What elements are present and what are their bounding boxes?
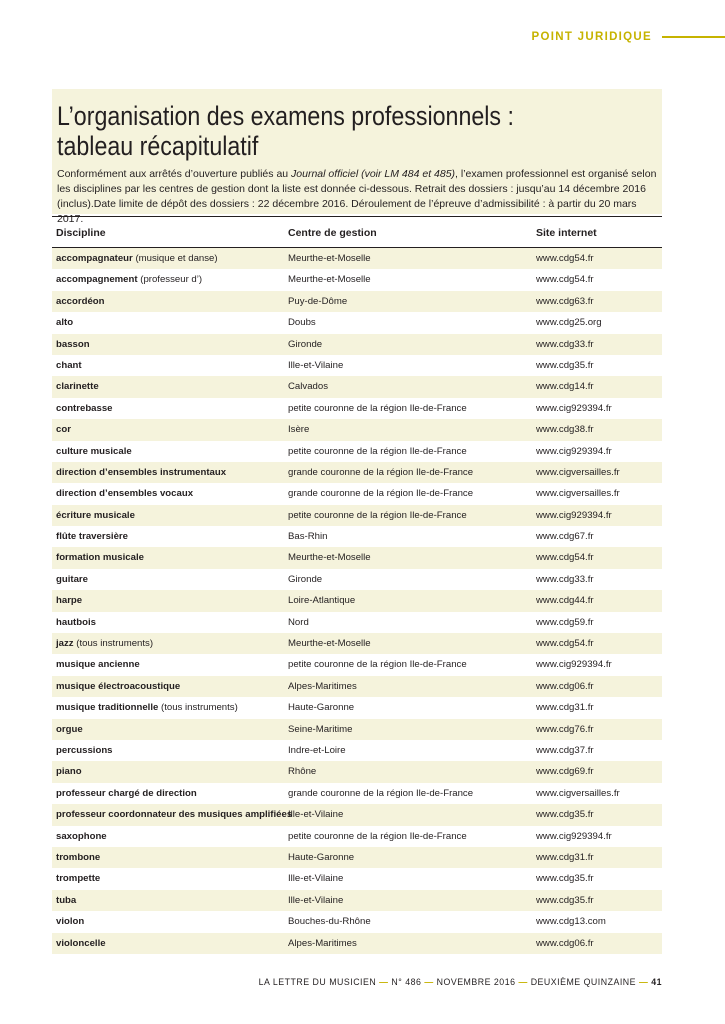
discipline-name: violoncelle (56, 937, 106, 949)
cell-centre: Meurthe-et-Moselle (288, 552, 371, 564)
cell-site: www.cdg35.fr (536, 359, 594, 371)
cell-site: www.cigversailles.fr (536, 488, 620, 500)
table-row (52, 483, 662, 504)
page-footer (259, 977, 662, 987)
discipline-name: alto (56, 317, 74, 329)
cell-centre: Meurthe-et-Moselle (288, 638, 371, 650)
cell-centre: Indre-et-Loire (288, 744, 346, 756)
footer-publication: LA LETTRE DU MUSICIEN (258, 977, 377, 987)
cell-site: www.cdg54.fr (536, 552, 594, 564)
table-header (52, 217, 662, 248)
cell-site: www.cdg35.fr (536, 894, 594, 906)
table-row (52, 804, 662, 825)
header-centre: Centre de gestion (288, 227, 377, 239)
cell-discipline (56, 724, 83, 735)
cell-centre: Haute-Garonne (288, 851, 355, 863)
discipline-name: musique électroacoustique (56, 680, 181, 692)
cell-discipline (56, 274, 202, 285)
footer-separator: — (518, 977, 528, 987)
section-rule (662, 36, 725, 38)
cell-centre: Ille-et-Vilaine (288, 873, 344, 885)
cell-centre: Doubs (288, 317, 316, 329)
cell-site: www.cdg37.fr (536, 744, 594, 756)
cell-site: www.cig929394.fr (536, 402, 612, 414)
table-row (52, 933, 662, 954)
exam-table (52, 216, 662, 954)
footer-separator: — (379, 977, 389, 987)
table-row (52, 441, 662, 462)
discipline-name: jazz (56, 638, 74, 650)
cell-site: www.cdg63.fr (536, 295, 594, 307)
footer-period: DEUXIÈME QUINZAINE (530, 977, 636, 987)
cell-discipline (56, 339, 90, 350)
discipline-name: saxophone (56, 830, 107, 842)
cell-discipline (56, 317, 73, 328)
table-row (52, 633, 662, 654)
cell-discipline (56, 296, 105, 307)
discipline-name: clarinette (56, 381, 99, 393)
title-line-2: tableau récapitulatif (57, 131, 259, 161)
discipline-name: musique ancienne (56, 659, 140, 671)
table-row (52, 569, 662, 590)
table-body (52, 248, 662, 954)
discipline-name: écriture musicale (56, 509, 135, 521)
cell-centre: Haute-Garonne (288, 702, 355, 714)
article-header-box (52, 89, 662, 225)
table-row (52, 654, 662, 675)
cell-discipline (56, 488, 193, 499)
discipline-name: harpe (56, 595, 83, 607)
table-row (52, 398, 662, 419)
discipline-note: (tous instruments) (73, 638, 154, 650)
discipline-name: flûte traversière (56, 531, 128, 543)
cell-discipline (56, 552, 144, 563)
discipline-name: formation musicale (56, 552, 144, 564)
cell-centre: grande couronne de la région Ile-de-France (288, 488, 474, 500)
table-row (52, 719, 662, 740)
cell-discipline (56, 531, 128, 542)
cell-centre: petite couronne de la région Ile-de-France (288, 509, 467, 521)
cell-centre: grande couronne de la région Ile-de-France (288, 466, 474, 478)
table-row (52, 697, 662, 718)
cell-centre: Meurthe-et-Moselle (288, 274, 371, 286)
table-row (52, 783, 662, 804)
cell-site: www.cdg35.fr (536, 873, 594, 885)
discipline-name: accordéon (56, 295, 105, 307)
cell-site: www.cigversailles.fr (536, 466, 620, 478)
cell-centre: petite couronne de la région Ile-de-France (288, 830, 467, 842)
cell-discipline (56, 446, 132, 457)
cell-site: www.cdg33.fr (536, 338, 594, 350)
cell-site: www.cig929394.fr (536, 509, 612, 521)
table-row (52, 590, 662, 611)
table-row (52, 911, 662, 932)
cell-discipline (56, 788, 197, 799)
cell-site: www.cdg38.fr (536, 424, 594, 436)
table-row (52, 269, 662, 290)
cell-site: www.cdg31.fr (536, 702, 594, 714)
cell-discipline (56, 467, 226, 478)
cell-centre: Puy-de-Dôme (288, 295, 348, 307)
cell-centre: petite couronne de la région Ile-de-France (288, 402, 467, 414)
cell-discipline (56, 574, 88, 585)
discipline-name: direction d’ensembles vocaux (56, 488, 194, 500)
header-site: Site internet (536, 227, 597, 239)
cell-site: www.cdg13.com (536, 916, 606, 928)
table-row (52, 505, 662, 526)
cell-site: www.cdg54.fr (536, 253, 594, 264)
discipline-name: professeur chargé de direction (56, 787, 197, 799)
table-row (52, 868, 662, 889)
header-discipline: Discipline (56, 227, 106, 239)
discipline-note: (professeur d’) (137, 274, 203, 286)
cell-discipline (56, 831, 107, 842)
cell-site: www.cdg31.fr (536, 851, 594, 863)
table-row (52, 826, 662, 847)
footer-date: NOVEMBRE 2016 (436, 977, 516, 987)
intro-text-1: Conformément aux arrêtés d’ouverture publiés au (57, 168, 292, 180)
footer-separator: — (638, 977, 649, 987)
cell-centre: Ille-et-Vilaine (288, 894, 344, 906)
cell-centre: grande couronne de la région Ile-de-France (288, 787, 474, 799)
discipline-note: (musique et danse) (132, 253, 218, 264)
cell-centre: Seine-Maritime (288, 723, 353, 735)
cell-discipline (56, 360, 82, 371)
cell-discipline (56, 873, 100, 884)
footer-separator: — (424, 977, 434, 987)
cell-site: www.cdg06.fr (536, 937, 594, 949)
discipline-name: direction d’ensembles instrumentaux (56, 466, 227, 478)
cell-site: www.cigversailles.fr (536, 787, 620, 799)
cell-discipline (56, 702, 238, 713)
cell-site: www.cdg59.fr (536, 616, 594, 628)
discipline-name: guitare (56, 573, 88, 585)
cell-discipline (56, 916, 84, 927)
cell-site: www.cdg25.org (536, 317, 602, 329)
table-row (52, 291, 662, 312)
cell-site: www.cdg67.fr (536, 531, 594, 543)
cell-discipline (56, 381, 99, 392)
page-number: 41 (651, 977, 662, 987)
cell-site: www.cig929394.fr (536, 445, 612, 457)
discipline-name: accompagnateur (56, 253, 133, 264)
discipline-name: orgue (56, 723, 83, 735)
cell-discipline (56, 745, 113, 756)
table-row (52, 847, 662, 868)
discipline-note: (tous instruments) (158, 702, 238, 714)
cell-centre: Bouches-du-Rhône (288, 916, 371, 928)
cell-centre: Gironde (288, 338, 323, 350)
cell-discipline (56, 659, 140, 670)
discipline-name: cor (56, 424, 71, 436)
article-title (57, 101, 573, 161)
intro-text-2: , l’examen professionnel est organisé selon les disciplines par les centres de gestion dont la liste est donnée ci-dessous. Retrait des dossiers : jusqu’au 14 décembre 2016 (inclus).Date limite de dépôt des dossiers : 22 décembre 2016. Déroulement de l’épreuve d’admissibilité : à partir du 20 mars 2017. (57, 168, 657, 225)
cell-site: www.cdg54.fr (536, 274, 594, 286)
discipline-name: basson (56, 338, 90, 350)
cell-site: www.cdg76.fr (536, 723, 594, 735)
table-row (52, 376, 662, 397)
cell-centre: Alpes-Maritimes (288, 937, 357, 949)
table-row (52, 547, 662, 568)
cell-centre: Gironde (288, 573, 323, 585)
table-row (52, 740, 662, 761)
table-row (52, 676, 662, 697)
cell-site: www.cdg69.fr (536, 766, 594, 778)
table-row (52, 890, 662, 911)
cell-centre: Alpes-Maritimes (288, 680, 357, 692)
discipline-name: tuba (56, 894, 77, 906)
cell-discipline (56, 938, 106, 949)
cell-discipline (56, 895, 76, 906)
discipline-name: hautbois (56, 616, 96, 628)
cell-site: www.cdg44.fr (536, 595, 594, 607)
discipline-name: chant (56, 359, 82, 371)
table-row (52, 526, 662, 547)
cell-centre: Ille-et-Vilaine (288, 809, 344, 821)
cell-centre: Ille-et-Vilaine (288, 359, 344, 371)
discipline-name: piano (56, 766, 82, 778)
discipline-name: accompagnement (56, 274, 138, 286)
cell-centre: Loire-Atlantique (288, 595, 356, 607)
cell-discipline (56, 766, 82, 777)
intro-reference: Journal officiel (voir LM 484 et 485) (291, 168, 456, 180)
cell-site: www.cdg14.fr (536, 381, 594, 393)
table-row (52, 612, 662, 633)
discipline-name: violon (56, 916, 85, 928)
cell-site: www.cdg54.fr (536, 638, 594, 650)
cell-centre: Bas-Rhin (288, 531, 328, 543)
discipline-name: trombone (56, 851, 101, 863)
cell-centre: Meurthe-et-Moselle (288, 253, 371, 264)
cell-discipline (56, 253, 218, 264)
footer-issue: N° 486 (391, 977, 422, 987)
cell-discipline (56, 852, 100, 863)
table-row (52, 761, 662, 782)
cell-discipline (56, 681, 180, 692)
cell-site: www.cig929394.fr (536, 659, 612, 671)
table-row (52, 334, 662, 355)
cell-site: www.cdg06.fr (536, 680, 594, 692)
cell-site: www.cig929394.fr (536, 830, 612, 842)
cell-centre: petite couronne de la région Ile-de-France (288, 659, 467, 671)
cell-discipline (56, 424, 71, 435)
discipline-name: trompette (56, 873, 101, 885)
title-line-1: L’organisation des examens professionnels : (57, 101, 514, 131)
discipline-name: musique traditionnelle (56, 702, 159, 714)
table-row (52, 462, 662, 483)
cell-site: www.cdg33.fr (536, 573, 594, 585)
table-row (52, 419, 662, 440)
table-row (52, 312, 662, 333)
discipline-name: professeur coordonnateur des musiques amplifiées (56, 809, 293, 821)
cell-discipline (56, 403, 113, 414)
section-label: POINT JURIDIQUE (531, 31, 652, 43)
table-row (52, 248, 662, 269)
discipline-name: percussions (56, 744, 113, 756)
cell-discipline (56, 638, 153, 649)
cell-centre: Calvados (288, 381, 328, 393)
discipline-name: culture musicale (56, 445, 132, 457)
discipline-name: contrebasse (56, 402, 113, 414)
cell-discipline (56, 809, 292, 820)
cell-discipline (56, 595, 82, 606)
cell-centre: petite couronne de la région Ile-de-France (288, 445, 467, 457)
cell-centre: Isère (288, 424, 310, 436)
cell-centre: Nord (288, 616, 309, 628)
table-row (52, 355, 662, 376)
cell-discipline (56, 617, 96, 628)
cell-centre: Rhône (288, 766, 317, 778)
cell-discipline (56, 510, 135, 521)
cell-site: www.cdg35.fr (536, 809, 594, 821)
